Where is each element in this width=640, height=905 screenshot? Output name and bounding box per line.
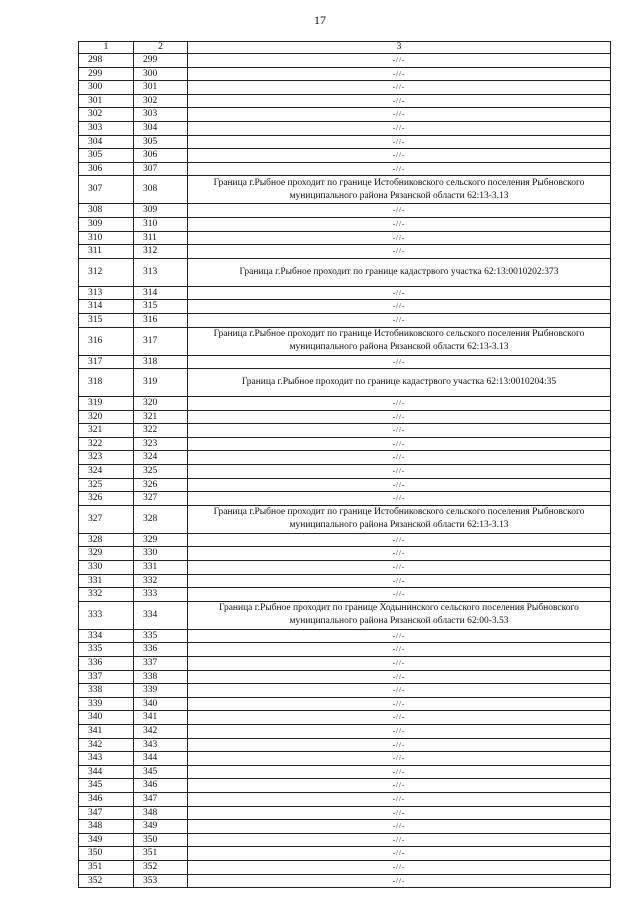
from-point-cell: 321	[79, 424, 134, 438]
description-cell: -//-	[188, 245, 611, 259]
from-point-cell: 352	[79, 874, 134, 888]
table-header-row	[79, 42, 611, 54]
to-point-cell: 351	[134, 847, 188, 861]
to-point-cell: 331	[134, 561, 188, 575]
from-point-cell: 304	[79, 135, 134, 149]
table-row	[79, 397, 611, 411]
table-row	[79, 588, 611, 602]
to-point-cell: 326	[134, 478, 188, 492]
to-point-cell: 310	[134, 217, 188, 231]
from-point-cell: 331	[79, 574, 134, 588]
to-point-cell: 333	[134, 588, 188, 602]
from-point-cell: 335	[79, 643, 134, 657]
table-row	[79, 465, 611, 479]
from-point-cell: 342	[79, 738, 134, 752]
description-cell: -//-	[188, 533, 611, 547]
table-row	[79, 643, 611, 657]
description-cell: -//-	[188, 94, 611, 108]
from-point-cell: 323	[79, 451, 134, 465]
description-cell: -//-	[188, 765, 611, 779]
boundary-points-table	[78, 41, 611, 888]
to-point-cell: 301	[134, 81, 188, 95]
description-cell: Граница г.Рыбное проходит по границе Истобниковского сельского поселения Рыбновского муниципального района Рязанской области 62:13-3.13	[188, 505, 611, 533]
description-cell: -//-	[188, 204, 611, 218]
to-point-cell: 303	[134, 108, 188, 122]
description-cell: -//-	[188, 162, 611, 176]
table-row	[79, 492, 611, 506]
from-point-cell: 314	[79, 300, 134, 314]
to-point-cell: 304	[134, 121, 188, 135]
from-point-cell: 317	[79, 355, 134, 369]
description-cell: -//-	[188, 135, 611, 149]
table-row	[79, 670, 611, 684]
table-row	[79, 313, 611, 327]
from-point-cell: 308	[79, 204, 134, 218]
description-cell: -//-	[188, 231, 611, 245]
table-row	[79, 176, 611, 204]
from-point-cell: 333	[79, 601, 134, 629]
from-point-cell: 328	[79, 533, 134, 547]
from-point-cell: 332	[79, 588, 134, 602]
to-point-cell: 334	[134, 601, 188, 629]
to-point-cell: 305	[134, 135, 188, 149]
description-cell: -//-	[188, 121, 611, 135]
from-point-cell: 334	[79, 629, 134, 643]
from-point-cell: 347	[79, 806, 134, 820]
to-point-cell: 343	[134, 738, 188, 752]
table-row	[79, 874, 611, 888]
from-point-cell: 327	[79, 505, 134, 533]
to-point-cell: 350	[134, 833, 188, 847]
from-point-cell: 340	[79, 711, 134, 725]
from-point-cell: 349	[79, 833, 134, 847]
from-point-cell: 316	[79, 327, 134, 355]
table-row	[79, 451, 611, 465]
description-cell: Граница г.Рыбное проходит по границе кадастрвого участка 62:13:0010204:35	[188, 369, 611, 397]
from-point-cell: 337	[79, 670, 134, 684]
to-point-cell: 299	[134, 54, 188, 68]
to-point-cell: 307	[134, 162, 188, 176]
from-point-cell: 298	[79, 54, 134, 68]
from-point-cell: 322	[79, 437, 134, 451]
description-cell: Граница г.Рыбное проходит по границе кадастрвого участка 62:13:0010202:373	[188, 258, 611, 286]
description-cell: -//-	[188, 711, 611, 725]
to-point-cell: 316	[134, 313, 188, 327]
table-row	[79, 820, 611, 834]
from-point-cell: 307	[79, 176, 134, 204]
table-row	[79, 424, 611, 438]
description-cell: -//-	[188, 313, 611, 327]
from-point-cell: 350	[79, 847, 134, 861]
from-point-cell: 329	[79, 547, 134, 561]
table-row	[79, 217, 611, 231]
description-cell: -//-	[188, 697, 611, 711]
from-point-cell: 319	[79, 397, 134, 411]
table-row	[79, 94, 611, 108]
description-cell: -//-	[188, 738, 611, 752]
from-point-cell: 344	[79, 765, 134, 779]
description-cell: -//-	[188, 424, 611, 438]
description-cell: -//-	[188, 108, 611, 122]
from-point-cell: 343	[79, 752, 134, 766]
from-point-cell: 339	[79, 697, 134, 711]
from-point-cell: 318	[79, 369, 134, 397]
page-number: 17	[314, 13, 326, 27]
to-point-cell: 318	[134, 355, 188, 369]
description-cell: -//-	[188, 684, 611, 698]
description-cell: -//-	[188, 355, 611, 369]
from-point-cell: 326	[79, 492, 134, 506]
table-body	[79, 54, 611, 888]
from-point-cell: 311	[79, 245, 134, 259]
table-row	[79, 81, 611, 95]
from-point-cell: 312	[79, 258, 134, 286]
from-point-cell: 336	[79, 657, 134, 671]
to-point-cell: 352	[134, 860, 188, 874]
description-cell: -//-	[188, 752, 611, 766]
table-row	[79, 724, 611, 738]
table-row	[79, 121, 611, 135]
to-point-cell: 330	[134, 547, 188, 561]
to-point-cell: 312	[134, 245, 188, 259]
description-cell: -//-	[188, 670, 611, 684]
from-point-cell: 345	[79, 779, 134, 793]
header-col-2: 2	[134, 42, 188, 54]
to-point-cell: 321	[134, 410, 188, 424]
description-cell: -//-	[188, 149, 611, 163]
to-point-cell: 344	[134, 752, 188, 766]
to-point-cell: 340	[134, 697, 188, 711]
to-point-cell: 346	[134, 779, 188, 793]
table-row	[79, 752, 611, 766]
table-row	[79, 286, 611, 300]
description-cell: -//-	[188, 286, 611, 300]
description-cell: -//-	[188, 847, 611, 861]
from-point-cell: 338	[79, 684, 134, 698]
to-point-cell: 341	[134, 711, 188, 725]
from-point-cell: 351	[79, 860, 134, 874]
to-point-cell: 302	[134, 94, 188, 108]
table-row	[79, 629, 611, 643]
description-cell: -//-	[188, 833, 611, 847]
table-row	[79, 806, 611, 820]
table-row	[79, 697, 611, 711]
description-cell: -//-	[188, 792, 611, 806]
table-row	[79, 684, 611, 698]
table-row	[79, 533, 611, 547]
table-row	[79, 67, 611, 81]
table-row	[79, 258, 611, 286]
table-row	[79, 792, 611, 806]
to-point-cell: 313	[134, 258, 188, 286]
to-point-cell: 336	[134, 643, 188, 657]
table-row	[79, 327, 611, 355]
description-cell: -//-	[188, 657, 611, 671]
description-cell: -//-	[188, 451, 611, 465]
from-point-cell: 309	[79, 217, 134, 231]
to-point-cell: 329	[134, 533, 188, 547]
description-cell: Граница г.Рыбное проходит по границе Истобниковского сельского поселения Рыбновского муниципального района Рязанской области 62:13-3.13	[188, 176, 611, 204]
table-row	[79, 162, 611, 176]
from-point-cell: 301	[79, 94, 134, 108]
table-row	[79, 54, 611, 68]
to-point-cell: 323	[134, 437, 188, 451]
description-cell: -//-	[188, 300, 611, 314]
from-point-cell: 325	[79, 478, 134, 492]
description-cell: -//-	[188, 437, 611, 451]
table-row	[79, 410, 611, 424]
table-row	[79, 108, 611, 122]
from-point-cell: 315	[79, 313, 134, 327]
table-row	[79, 135, 611, 149]
header-col-3: 3	[188, 42, 611, 54]
table-row	[79, 437, 611, 451]
table-row	[79, 574, 611, 588]
description-cell: -//-	[188, 561, 611, 575]
to-point-cell: 349	[134, 820, 188, 834]
description-cell: -//-	[188, 478, 611, 492]
table-row	[79, 657, 611, 671]
table-row	[79, 547, 611, 561]
to-point-cell: 300	[134, 67, 188, 81]
from-point-cell: 341	[79, 724, 134, 738]
description-cell: -//-	[188, 629, 611, 643]
header-col-1: 1	[79, 42, 134, 54]
from-point-cell: 346	[79, 792, 134, 806]
to-point-cell: 315	[134, 300, 188, 314]
to-point-cell: 342	[134, 724, 188, 738]
from-point-cell: 320	[79, 410, 134, 424]
description-cell: -//-	[188, 806, 611, 820]
to-point-cell: 332	[134, 574, 188, 588]
description-cell: -//-	[188, 465, 611, 479]
to-point-cell: 314	[134, 286, 188, 300]
to-point-cell: 335	[134, 629, 188, 643]
to-point-cell: 339	[134, 684, 188, 698]
from-point-cell: 324	[79, 465, 134, 479]
description-cell: -//-	[188, 410, 611, 424]
table-row	[79, 833, 611, 847]
table-row	[79, 711, 611, 725]
from-point-cell: 310	[79, 231, 134, 245]
to-point-cell: 345	[134, 765, 188, 779]
from-point-cell: 302	[79, 108, 134, 122]
from-point-cell: 313	[79, 286, 134, 300]
description-cell: -//-	[188, 547, 611, 561]
table-row	[79, 847, 611, 861]
table-row	[79, 149, 611, 163]
table-row	[79, 765, 611, 779]
to-point-cell: 319	[134, 369, 188, 397]
description-cell: -//-	[188, 397, 611, 411]
description-cell: -//-	[188, 67, 611, 81]
table-row	[79, 779, 611, 793]
table-row	[79, 505, 611, 533]
from-point-cell: 299	[79, 67, 134, 81]
description-cell: -//-	[188, 820, 611, 834]
to-point-cell: 306	[134, 149, 188, 163]
to-point-cell: 322	[134, 424, 188, 438]
to-point-cell: 308	[134, 176, 188, 204]
table-row	[79, 300, 611, 314]
table-row	[79, 478, 611, 492]
to-point-cell: 325	[134, 465, 188, 479]
description-cell: -//-	[188, 217, 611, 231]
table-row	[79, 561, 611, 575]
description-cell: -//-	[188, 81, 611, 95]
description-cell: -//-	[188, 860, 611, 874]
from-point-cell: 330	[79, 561, 134, 575]
to-point-cell: 327	[134, 492, 188, 506]
description-cell: -//-	[188, 492, 611, 506]
description-cell: -//-	[188, 779, 611, 793]
to-point-cell: 320	[134, 397, 188, 411]
description-cell: -//-	[188, 588, 611, 602]
description-cell: Граница г.Рыбное проходит по границе Истобниковского сельского поселения Рыбновского муниципального района Рязанской области 62:13-3.13	[188, 327, 611, 355]
table-row	[79, 245, 611, 259]
table-row	[79, 355, 611, 369]
table-row	[79, 204, 611, 218]
to-point-cell: 338	[134, 670, 188, 684]
description-cell: -//-	[188, 574, 611, 588]
to-point-cell: 348	[134, 806, 188, 820]
table-row	[79, 231, 611, 245]
to-point-cell: 309	[134, 204, 188, 218]
description-cell: Граница г.Рыбное проходит по границе Ходынинского сельского поселения Рыбновского муниципального района Рязанской области 62:00-3.53	[188, 601, 611, 629]
from-point-cell: 306	[79, 162, 134, 176]
description-cell: -//-	[188, 54, 611, 68]
from-point-cell: 303	[79, 121, 134, 135]
to-point-cell: 337	[134, 657, 188, 671]
to-point-cell: 324	[134, 451, 188, 465]
from-point-cell: 305	[79, 149, 134, 163]
table-row	[79, 860, 611, 874]
table-row	[79, 738, 611, 752]
to-point-cell: 353	[134, 874, 188, 888]
from-point-cell: 348	[79, 820, 134, 834]
to-point-cell: 311	[134, 231, 188, 245]
to-point-cell: 317	[134, 327, 188, 355]
from-point-cell: 300	[79, 81, 134, 95]
description-cell: -//-	[188, 724, 611, 738]
to-point-cell: 347	[134, 792, 188, 806]
table-row	[79, 369, 611, 397]
description-cell: -//-	[188, 874, 611, 888]
to-point-cell: 328	[134, 505, 188, 533]
table-row	[79, 601, 611, 629]
description-cell: -//-	[188, 643, 611, 657]
